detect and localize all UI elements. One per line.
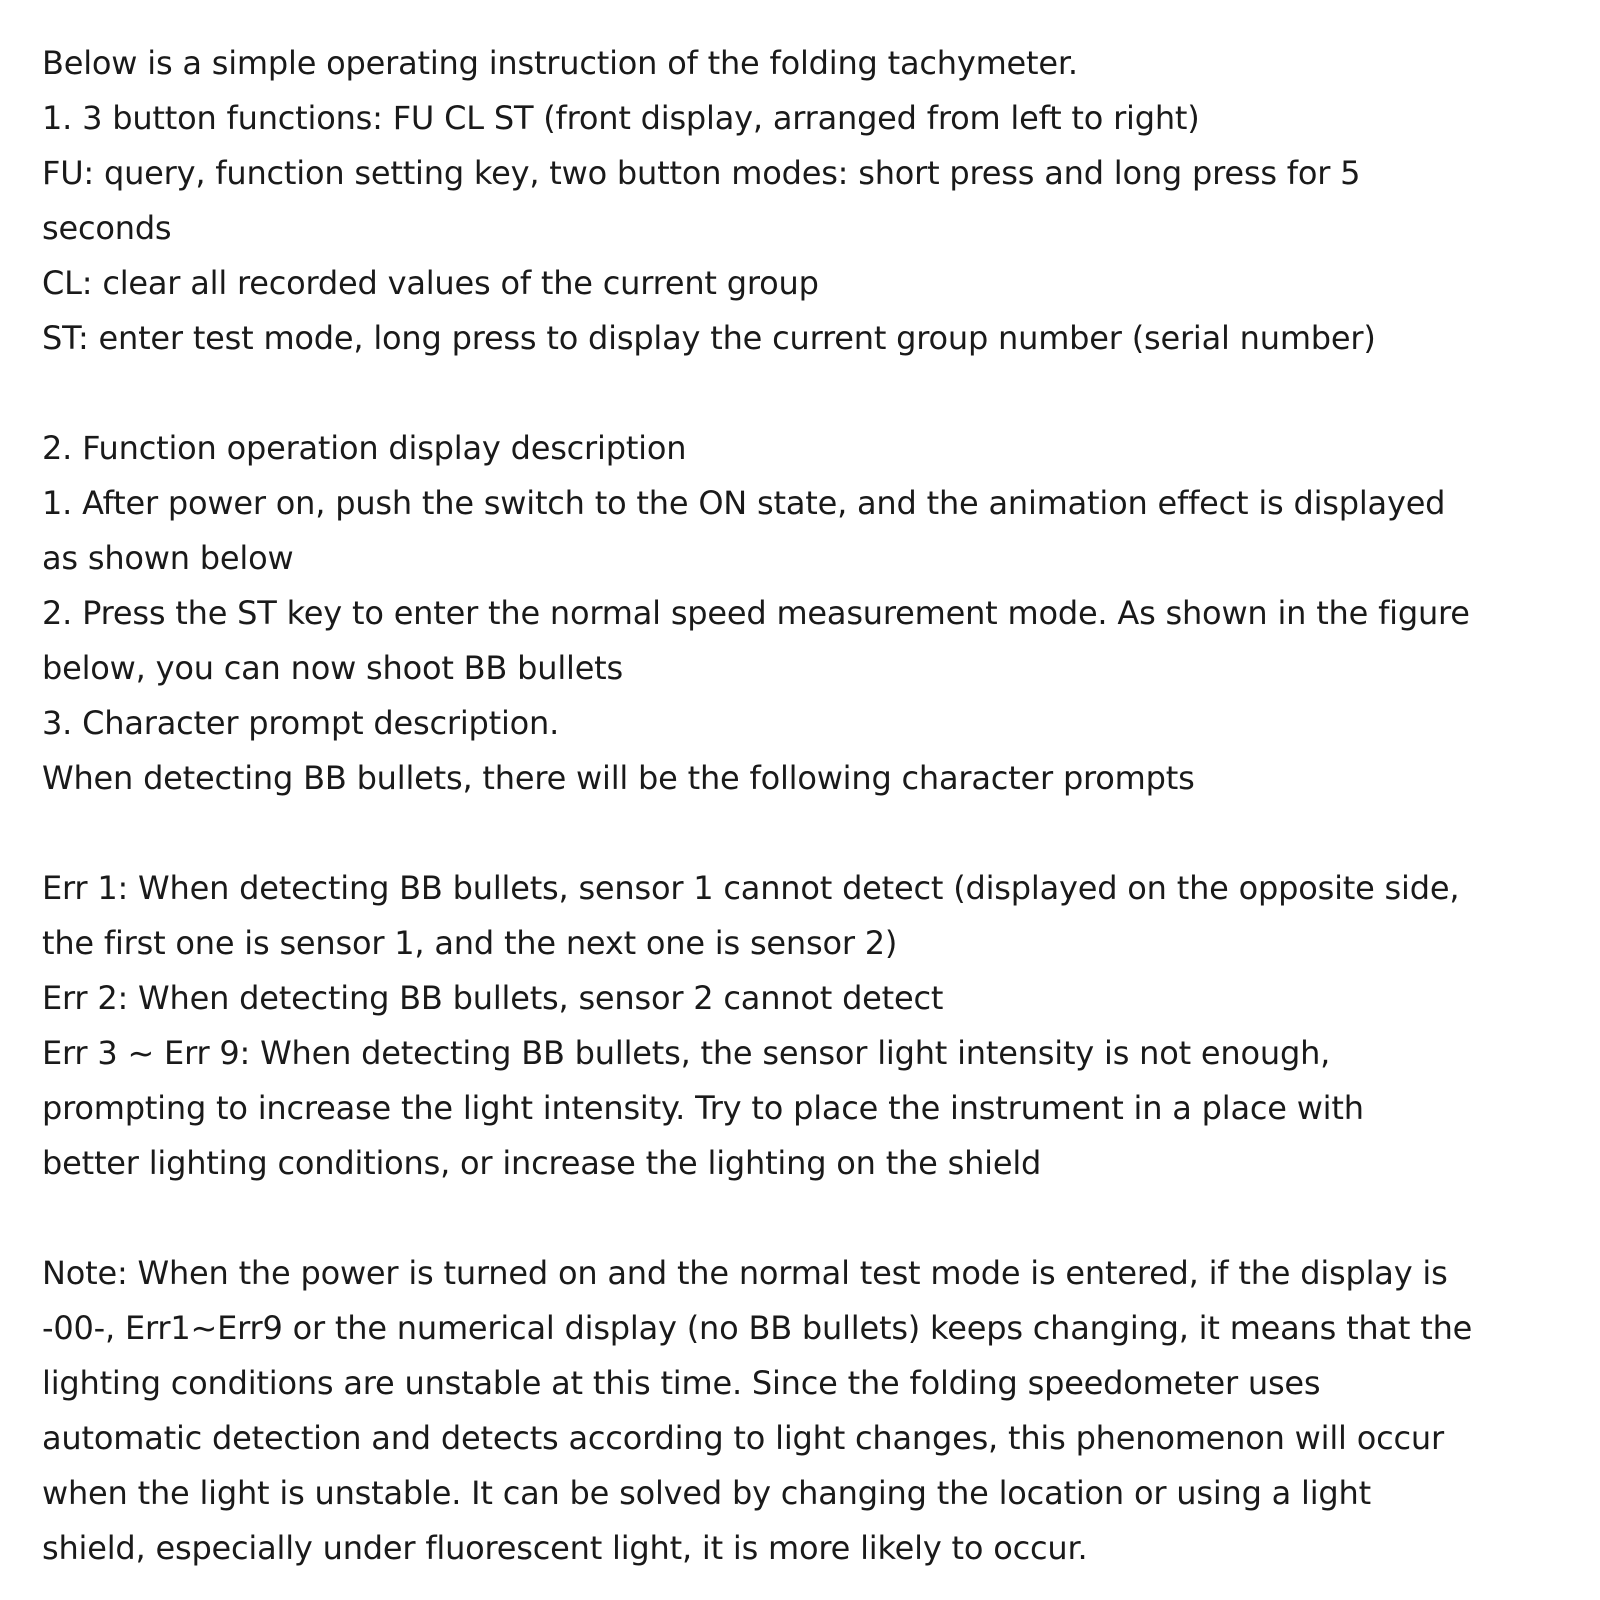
speed-mode-step-line-2: below, you can now shoot BB bullets	[42, 649, 624, 687]
function-operation-heading: 2. Function operation display description	[42, 429, 687, 467]
err3-9-description-line-3: better lighting conditions, or increase the lighting on the shield	[42, 1144, 1042, 1182]
err1-description-line-2: the first one is sensor 1, and the next one is sensor 2)	[42, 924, 898, 962]
fu-description-line-2: seconds	[42, 209, 172, 247]
power-on-step-line-2: as shown below	[42, 539, 294, 577]
paragraph-gap	[42, 806, 1572, 861]
note-line-4: automatic detection and detects according to light changes, this phenomenon will occur	[42, 1419, 1444, 1457]
cl-description: CL: clear all recorded values of the current group	[42, 264, 819, 302]
note-line-2: -00-, Err1~Err9 or the numerical display (no BB bullets) keeps changing, it means that the	[42, 1309, 1473, 1347]
note-section	[42, 1246, 1572, 1576]
fu-description-line-1: FU: query, function setting key, two button modes: short press and long press for 5	[42, 154, 1361, 192]
note-line-5: when the light is unstable. It can be solved by changing the location or using a light	[42, 1474, 1371, 1512]
st-description: ST: enter test mode, long press to display the current group number (serial number)	[42, 319, 1376, 357]
err3-9-description-line-1: Err 3 ~ Err 9: When detecting BB bullets, the sensor light intensity is not enough,	[42, 1034, 1331, 1072]
button-functions-section	[42, 91, 1572, 366]
power-on-step-line-1: 1. After power on, push the switch to the ON state, and the animation effect is displayed	[42, 484, 1446, 522]
intro-text: Below is a simple operating instruction of the folding tachymeter.	[42, 44, 1078, 82]
err1-description-line-1: Err 1: When detecting BB bullets, sensor 1 cannot detect (displayed on the opposite side,	[42, 869, 1460, 907]
err2-description: Err 2: When detecting BB bullets, sensor 2 cannot detect	[42, 979, 944, 1017]
function-operation-section	[42, 421, 1572, 806]
err3-9-description-line-2: prompting to increase the light intensity. Try to place the instrument in a place with	[42, 1089, 1364, 1127]
error-codes-section	[42, 861, 1572, 1191]
note-line-6: shield, especially under fluorescent light, it is more likely to occur.	[42, 1529, 1088, 1567]
paragraph-gap	[42, 1191, 1572, 1246]
paragraph-gap	[42, 366, 1572, 421]
note-line-3: lighting conditions are unstable at this time. Since the folding speedometer uses	[42, 1364, 1321, 1402]
button-functions-heading: 1. 3 button functions: FU CL ST (front display, arranged from left to right)	[42, 99, 1200, 137]
speed-mode-step-line-1: 2. Press the ST key to enter the normal speed measurement mode. As shown in the figure	[42, 594, 1470, 632]
instruction-text	[42, 36, 1572, 1576]
note-line-1: Note: When the power is turned on and the normal test mode is entered, if the display is	[42, 1254, 1448, 1292]
character-prompt-detail: When detecting BB bullets, there will be the following character prompts	[42, 759, 1195, 797]
character-prompt-heading: 3. Character prompt description.	[42, 704, 560, 742]
